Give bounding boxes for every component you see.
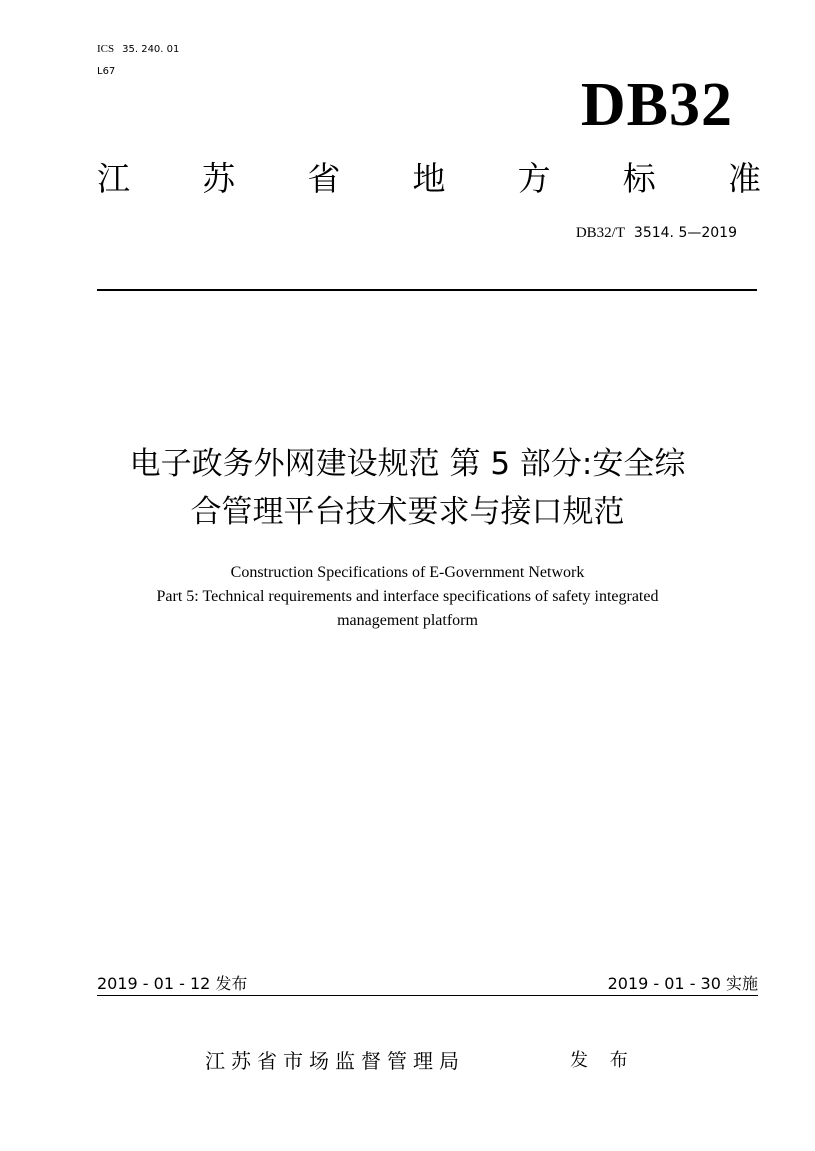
chinese-title [60,440,755,536]
banner-char: 省 [307,159,341,198]
english-title-line-2: Part 5: Technical requirements and interface specifications of safety integrated [156,588,659,605]
banner-char: 江 [97,159,130,198]
standard-number [576,224,737,242]
top-divider [97,289,757,291]
ics-classification [97,42,179,57]
ics-code: 35. 240. 01 [122,44,180,55]
chinese-title-line-2: 合管理平台技术要求与接口规范 [190,494,625,530]
standard-logo: DB32 [580,71,733,139]
banner-char: 苏 [202,159,236,198]
banner-char: 地 [412,159,446,198]
standard-type-banner [97,158,761,200]
english-title-line-3: management platform [337,612,478,629]
banner-char: 标 [622,159,656,198]
banner-char: 方 [517,159,551,198]
chinese-title-line-1: 电子政务外网建设规范 第 5 部分:安全综 [129,446,686,482]
banner-char: 准 [727,159,761,198]
bottom-divider [97,995,758,996]
standard-number-value: 3514. 5—2019 [633,225,737,241]
english-title-line-1: Construction Specifications of E-Government Network [230,564,585,581]
implementation-date: 2019 - 01 - 30 实施 [607,974,758,993]
issue-date: 2019 - 01 - 12 发布 [97,974,248,993]
ics-label: ICS [97,43,115,55]
ccs-code: L67 [97,66,116,77]
english-title [60,561,755,633]
issuing-authority: 江苏省市场监督管理局 [205,1049,465,1073]
publish-label: 发 布 [570,1050,636,1071]
standard-prefix: DB32/T [575,225,626,241]
